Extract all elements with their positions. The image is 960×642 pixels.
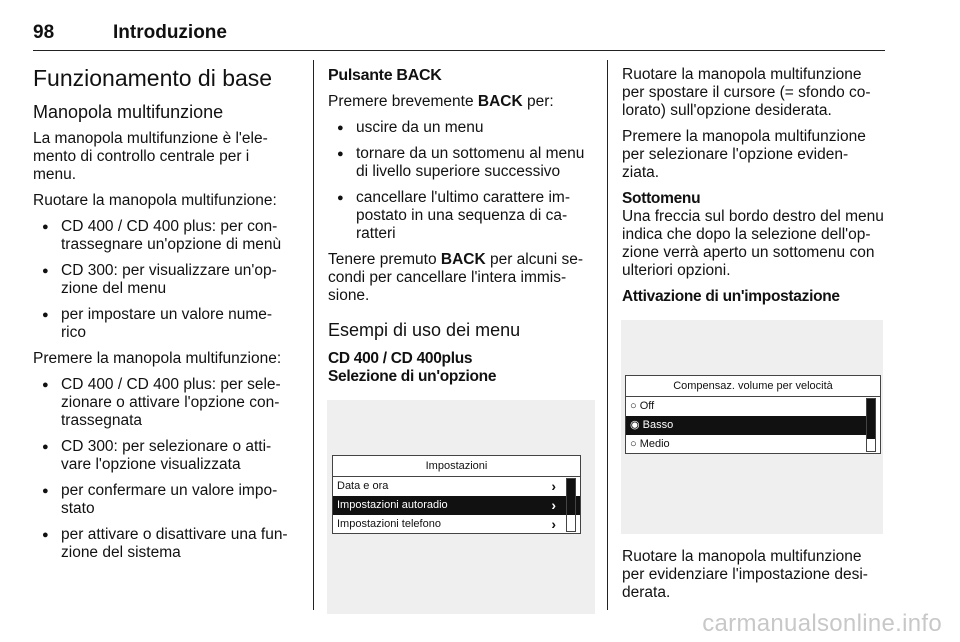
- scrollbar-track: [866, 398, 876, 452]
- radio-off-icon: ○: [630, 438, 637, 450]
- scrollbar-thumb: [867, 399, 875, 439]
- list-item: ● CD 300: per selezionare o atti- vare l'opzione visualizzata: [33, 438, 298, 474]
- paragraph: Ruotare la manopola multifunzione:: [33, 192, 277, 209]
- list-item: ● CD 400 / CD 400 plus: per con- trassegnare un'opzione di menù: [33, 218, 298, 254]
- column-right: [622, 60, 888, 610]
- display-screen: [332, 455, 581, 534]
- chevron-right-icon: ›: [551, 497, 556, 513]
- column-divider: [313, 60, 314, 610]
- paragraph: Premere la manopola multifunzione:: [33, 350, 282, 367]
- screen-title: Impostazioni: [333, 456, 580, 477]
- display-screen: [625, 375, 881, 454]
- paragraph: Ruotare la manopola multifunzione per spostare il cursore (= sfondo co- lorato) sull'opzione desiderata.: [622, 66, 871, 119]
- column-left: [33, 60, 298, 570]
- paragraph: Premere brevemente BACK per:: [328, 93, 554, 110]
- page-header: [33, 22, 885, 51]
- example-subheading: Selezione di un'opzione: [328, 368, 497, 385]
- radio-on-icon: ◉: [630, 419, 640, 431]
- chevron-right-icon: ›: [551, 516, 556, 532]
- option-row: ○ Off: [630, 400, 655, 412]
- running-title: Introduzione: [113, 22, 227, 43]
- subsection-title: Pulsante BACK: [328, 67, 442, 84]
- paragraph: Tenere premuto BACK per alcuni se- condi per cancellare l'intera immis- sione.: [328, 251, 584, 304]
- list-item: ● cancellare l'ultimo carattere im- postato in una sequenza di ca- ratteri: [328, 189, 596, 243]
- scrollbar-thumb: [567, 479, 575, 515]
- subsection-title: Esempi di uso dei menu: [328, 320, 521, 340]
- subheading: Attivazione di un'impostazione: [622, 288, 840, 305]
- example-heading: CD 400 / CD 400plus: [328, 350, 473, 367]
- page-number: 98: [33, 22, 55, 43]
- column-divider: [607, 60, 608, 610]
- illustration-settings-menu: [327, 400, 595, 614]
- menu-row: Data e ora ›: [337, 478, 556, 494]
- bullet-list: [33, 376, 298, 562]
- list-item: ● uscire da un menu: [328, 119, 596, 137]
- option-row-selected: ◉ Basso: [626, 416, 866, 435]
- column-middle: [328, 60, 596, 614]
- subsection-title: Manopola multifunzione: [33, 102, 224, 122]
- scrollbar-track: [566, 478, 576, 532]
- list-item: ● CD 400 / CD 400 plus: per sele- zionare o attivare l'opzione con- trassegnata: [33, 376, 298, 430]
- menu-row: Impostazioni telefono ›: [337, 516, 556, 532]
- menu-row-selected: Impostazioni autoradio ›: [333, 496, 580, 515]
- illustration-volume-menu: [621, 320, 883, 534]
- list-item: ● per attivare o disattivare una fun- zione del sistema: [33, 526, 298, 562]
- paragraph: La manopola multifunzione è l'ele- mento di controllo centrale per i menu.: [33, 130, 268, 183]
- option-row: ○ Medio: [630, 438, 670, 450]
- list-item: ● per confermare un valore impo- stato: [33, 482, 298, 518]
- screen-title: Compensaz. volume per velocità: [626, 376, 880, 397]
- watermark: carmanualsonline.info: [702, 610, 942, 637]
- paragraph: Premere la manopola multifunzione per selezionare l'opzione eviden- ziata.: [622, 128, 866, 181]
- bullet-list: [33, 218, 298, 342]
- chevron-right-icon: ›: [551, 478, 556, 494]
- subheading: Sottomenu: [622, 190, 701, 207]
- list-item: ● per impostare un valore nume- rico: [33, 306, 298, 342]
- bullet-list: [328, 119, 596, 243]
- list-item: ● CD 300: per visualizzare un'op- zione del menu: [33, 262, 298, 298]
- section-title: Funzionamento di base: [33, 65, 273, 91]
- list-item: ● tornare da un sottomenu al menu di livello superiore successivo: [328, 145, 596, 181]
- paragraph: Una freccia sul bordo destro del menu indica che dopo la selezione dell'op- zione verrà aperto un sottomenu con ulteriori opzioni.: [622, 208, 884, 279]
- radio-off-icon: ○: [630, 400, 637, 412]
- paragraph: Ruotare la manopola multifunzione per evidenziare l'impostazione desi- derata.: [622, 548, 868, 601]
